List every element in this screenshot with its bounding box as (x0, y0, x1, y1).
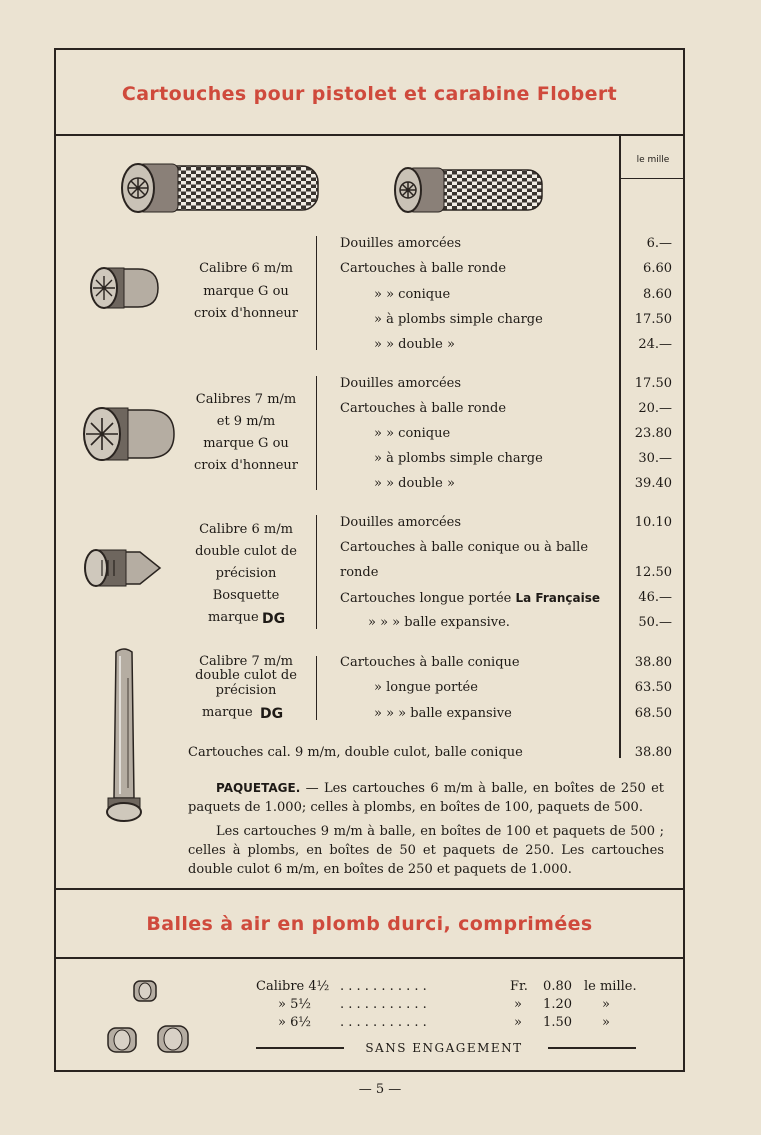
divider (56, 888, 683, 890)
group2-item1-price: 17.50 (634, 376, 672, 391)
divider (56, 957, 683, 959)
cal9-line-price: 38.80 (634, 745, 672, 760)
air-row2-currency: » (514, 997, 522, 1012)
air-row3-currency: » (514, 1015, 522, 1030)
leader-dots: . . . . . . . . . . . (340, 997, 427, 1012)
packaging-text-1: — Les cartouches 6 m/m à balle, en boîtes de 250 et paquets de 1.000; celles à plombs, en boîtes de 100, paquets de 500. (188, 781, 664, 815)
group3-item4-price: 46.— (638, 590, 672, 605)
la-francaise-brand: La Française (515, 591, 600, 605)
group1-bracket (316, 236, 317, 350)
group3-item1-price: 10.10 (634, 515, 672, 530)
group3-item4-label: Cartouches longue portée La Française (340, 591, 600, 606)
cartridge-bosquette-icon (82, 546, 162, 590)
group1-item3-label: » » conique (374, 287, 451, 302)
leader-dots: . . . . . . . . . . . (340, 979, 427, 994)
group2-caliber-line4: croix d'honneur (193, 458, 299, 473)
footer-rule-left (256, 1047, 344, 1049)
group1-item1-price: 6.— (646, 236, 672, 251)
air-row2-label: » 5½ (278, 997, 311, 1012)
group3-item5-label: » » » balle expansive. (368, 615, 510, 630)
group1-caliber-line2: marque G ou (203, 284, 289, 299)
group4-caliber-line4: marque (202, 705, 253, 720)
price-header-rule (621, 178, 683, 179)
group2-bracket (316, 376, 317, 490)
group1-caliber-line3: croix d'honneur (193, 306, 299, 321)
group1-item5-price: 24.— (638, 337, 672, 352)
group4-item1-price: 38.80 (634, 655, 672, 670)
air-row1-unit: le mille. (584, 979, 637, 994)
group1-item3-price: 8.60 (643, 287, 672, 302)
group3-caliber-line3: précision (215, 566, 277, 581)
group1-item2-price: 6.60 (643, 261, 672, 276)
section-title-air-balls: Balles à air en plomb durci, comprimées (146, 913, 593, 935)
group3-item3-price: 12.50 (634, 565, 672, 580)
cartridge-6mm-icon (86, 265, 160, 311)
group2-caliber-line1: Calibres 7 m/m (195, 392, 297, 407)
section-title-flobert: Cartouches pour pistolet et carabine Flobert (121, 83, 618, 105)
group3-caliber-line5: marque (208, 610, 259, 625)
group2-item2-price: 20.— (638, 401, 672, 416)
group1-item4-label: » à plombs simple charge (374, 312, 543, 327)
group3-item5-price: 50.— (638, 615, 672, 630)
group2-item3-price: 23.80 (634, 426, 672, 441)
air-row3-price: 1.50 (543, 1015, 572, 1030)
air-row2-price: 1.20 (543, 997, 572, 1012)
group4-item2-label: » longue portée (374, 680, 478, 695)
air-row3-unit: » (602, 1015, 610, 1030)
footer-rule-right (548, 1047, 636, 1049)
air-ball-icon (154, 1022, 192, 1056)
group4-item2-price: 63.50 (634, 680, 672, 695)
group1-item1-label: Douilles amorcées (340, 236, 462, 251)
cartridge-illustration-large (116, 160, 322, 216)
group4-item3-price: 68.50 (634, 706, 672, 721)
group3-caliber-line2: double culot de (195, 544, 297, 559)
packaging-paragraph-2: Les cartouches 9 m/m à balle, en boîtes de 100 et paquets de 500 ; celles à plombs, en boîtes de 50 et paquets de 250. Les cartouches double culot 6 m/m, en boîtes de 250 et paquets de 1.000. (188, 824, 664, 877)
dg-logo-icon (260, 609, 288, 627)
group4-caliber-line2: double culot de (195, 668, 297, 683)
group1-caliber-line1: Calibre 6 m/m (199, 261, 293, 276)
leader-dots: . . . . . . . . . . . (340, 1015, 427, 1030)
air-row1-label: Calibre 4½ (256, 979, 330, 994)
group3-item1-label: Douilles amorcées (340, 515, 462, 530)
group2-item3-label: » » conique (374, 426, 451, 441)
svg-text:DG: DG (260, 706, 284, 722)
group3-item2-label: Cartouches à balle conique ou à balle (340, 540, 589, 555)
packaging-paragraph-1 (188, 779, 664, 817)
group1-item4-price: 17.50 (634, 312, 672, 327)
group3-bracket (316, 515, 317, 629)
air-ball-icon (130, 976, 160, 1006)
group2-caliber-line3: marque G ou (203, 436, 289, 451)
cartridge-illustration-small (392, 164, 546, 216)
group4-item3-label: » » » balle expansive (374, 706, 512, 721)
price-column-divider (619, 136, 621, 758)
page-number: — 5 — (358, 1082, 402, 1097)
group2-item2-label: Cartouches à balle ronde (340, 401, 507, 416)
packaging-heading: PAQUETAGE. (216, 781, 301, 795)
group2-caliber-line2: et 9 m/m (216, 414, 276, 429)
no-obligation-note: SANS ENGAGEMENT (365, 1041, 523, 1055)
group4-bracket (316, 656, 317, 720)
air-row3-label: » 6½ (278, 1015, 311, 1030)
price-header: le mille (636, 155, 670, 165)
group2-item5-price: 39.40 (634, 476, 672, 491)
air-row1-price: 0.80 (543, 979, 572, 994)
group1-item2-label: Cartouches à balle ronde (340, 261, 507, 276)
group1-item5-label: » » double » (374, 337, 455, 352)
cartridge-7mm-long-icon (102, 648, 146, 824)
cal9-line-label: Cartouches cal. 9 m/m, double culot, balle conique (188, 745, 523, 760)
dg-logo-icon (258, 704, 286, 722)
group2-item4-price: 30.— (638, 451, 672, 466)
air-row1-currency: Fr. (510, 979, 528, 994)
group4-caliber-line1: Calibre 7 m/m (199, 654, 293, 669)
group3-item3-label: ronde (340, 565, 379, 580)
group3-caliber-line4: Bosquette (212, 588, 280, 603)
air-ball-icon (104, 1024, 140, 1056)
cartridge-7-9mm-icon (78, 404, 178, 464)
group2-item5-label: » » double » (374, 476, 455, 491)
group3-caliber-line1: Calibre 6 m/m (199, 522, 293, 537)
svg-text:DG: DG (262, 611, 286, 627)
air-row2-unit: » (602, 997, 610, 1012)
divider (56, 134, 683, 136)
group2-item1-label: Douilles amorcées (340, 376, 462, 391)
group4-item1-label: Cartouches à balle conique (340, 655, 520, 670)
group2-item4-label: » à plombs simple charge (374, 451, 543, 466)
group4-caliber-line3: précision (215, 683, 277, 698)
